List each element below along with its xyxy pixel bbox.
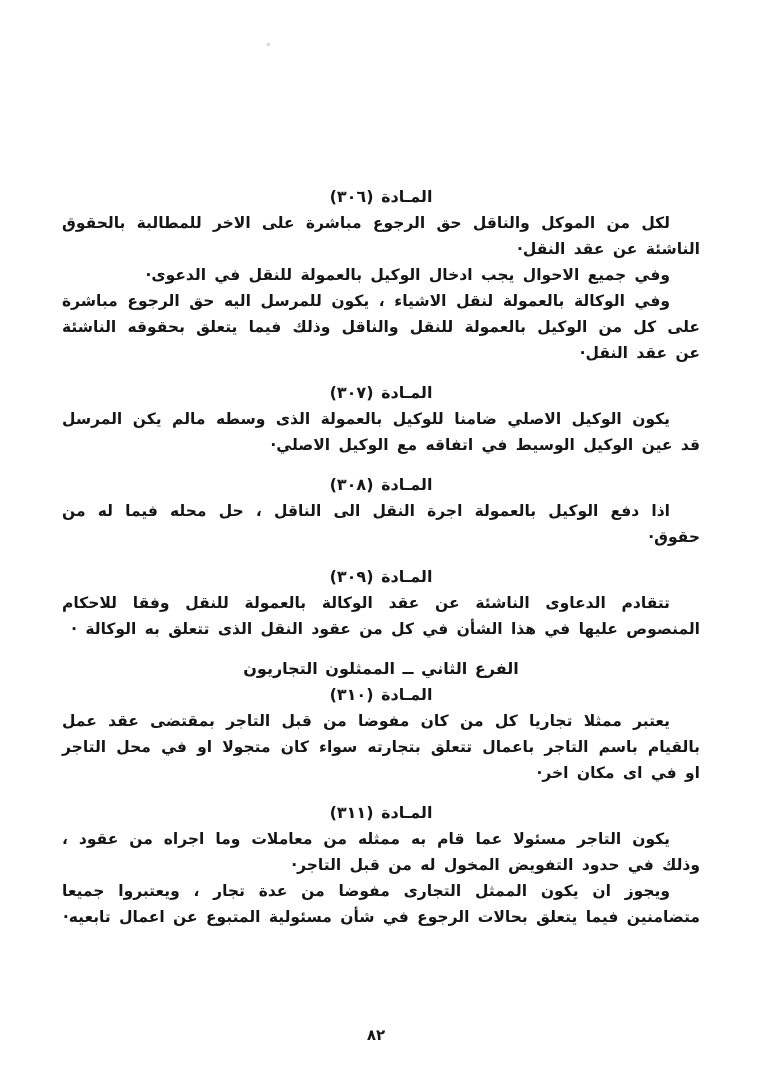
article-title: المـادة (٣٠٨) xyxy=(329,475,433,494)
article-paragraph: وفي الوكالة بالعمولة لنقل الاشياء ، يكون للمرسل اليه حق الرجوع مباشرة على كل من الوكيل بالعمولة للنقل والناقل وذلك فيما يتعلق بحقوقه الناشئة عن عقد النقل· xyxy=(62,292,700,362)
article-paragraph: اذا دفع الوكيل بالعمولة اجرة النقل الى الناقل ، حل محله فيما له من حقوق· xyxy=(62,502,700,546)
article-title: المـادة (٣١١) xyxy=(329,803,433,822)
page-content xyxy=(62,184,700,944)
article-paragraph: وفي جميع الاحوال يجب ادخال الوكيل بالعمولة للنقل في الدعوى· xyxy=(145,266,670,284)
page-number: ٨٢ xyxy=(366,1026,386,1044)
article-307 xyxy=(62,380,700,458)
article-paragraph: يكون التاجر مسئولا عما قام به ممثله من معاملات وما اجراه من عقود ، وذلك في حدود التفويض المخول له من قبل التاجر· xyxy=(62,830,700,874)
article-paragraph: ويجوز ان يكون الممثل التجارى مفوضا من عدة تجار ، ويعتبروا جميعا متضامنين فيما يتعلق بحالات الرجوع في شأن مسئولية المتبوع عن اعمال تابعيه· xyxy=(62,882,700,926)
scan-speck xyxy=(267,43,270,46)
article-306 xyxy=(62,184,700,366)
article-paragraph: يكون الوكيل الاصلي ضامنا للوكيل بالعمولة الذى وسطه مالم يكن المرسل قد عين الوكيل الوسيط في اتفاقه مع الوكيل الاصلي· xyxy=(62,410,700,454)
article-title: المـادة (٣٠٦) xyxy=(329,187,433,206)
article-paragraph: تتقادم الدعاوى الناشئة عن عقد الوكالة بالعمولة للنقل وفقا للاحكام المنصوص عليها في هذا الشأن في كل من عقود النقل الذى تتعلق به الوكالة · xyxy=(62,594,700,638)
article-308 xyxy=(62,472,700,550)
article-title: المـادة (٣١٠) xyxy=(329,685,433,704)
article-311 xyxy=(62,800,700,930)
article-paragraph: يعتبر ممثلا تجاريا كل من كان مفوضا من قبل التاجر بمقتضى عقد عمل بالقيام باسم التاجر باعمال تتعلق بتجارته سواء كان متجولا او في محل التاجر او في اى مكان اخر· xyxy=(62,712,700,782)
article-paragraph: لكل من الموكل والناقل حق الرجوع مباشرة على الاخر للمطالبة بالحقوق الناشئة عن عقد النقل· xyxy=(62,214,700,258)
article-310 xyxy=(62,656,700,786)
article-title: المـادة (٣٠٧) xyxy=(329,383,433,402)
branch-heading: الفرع الثاني ــ الممثلون التجاريون xyxy=(243,659,519,678)
article-309 xyxy=(62,564,700,642)
article-title: المـادة (٣٠٩) xyxy=(329,567,433,586)
